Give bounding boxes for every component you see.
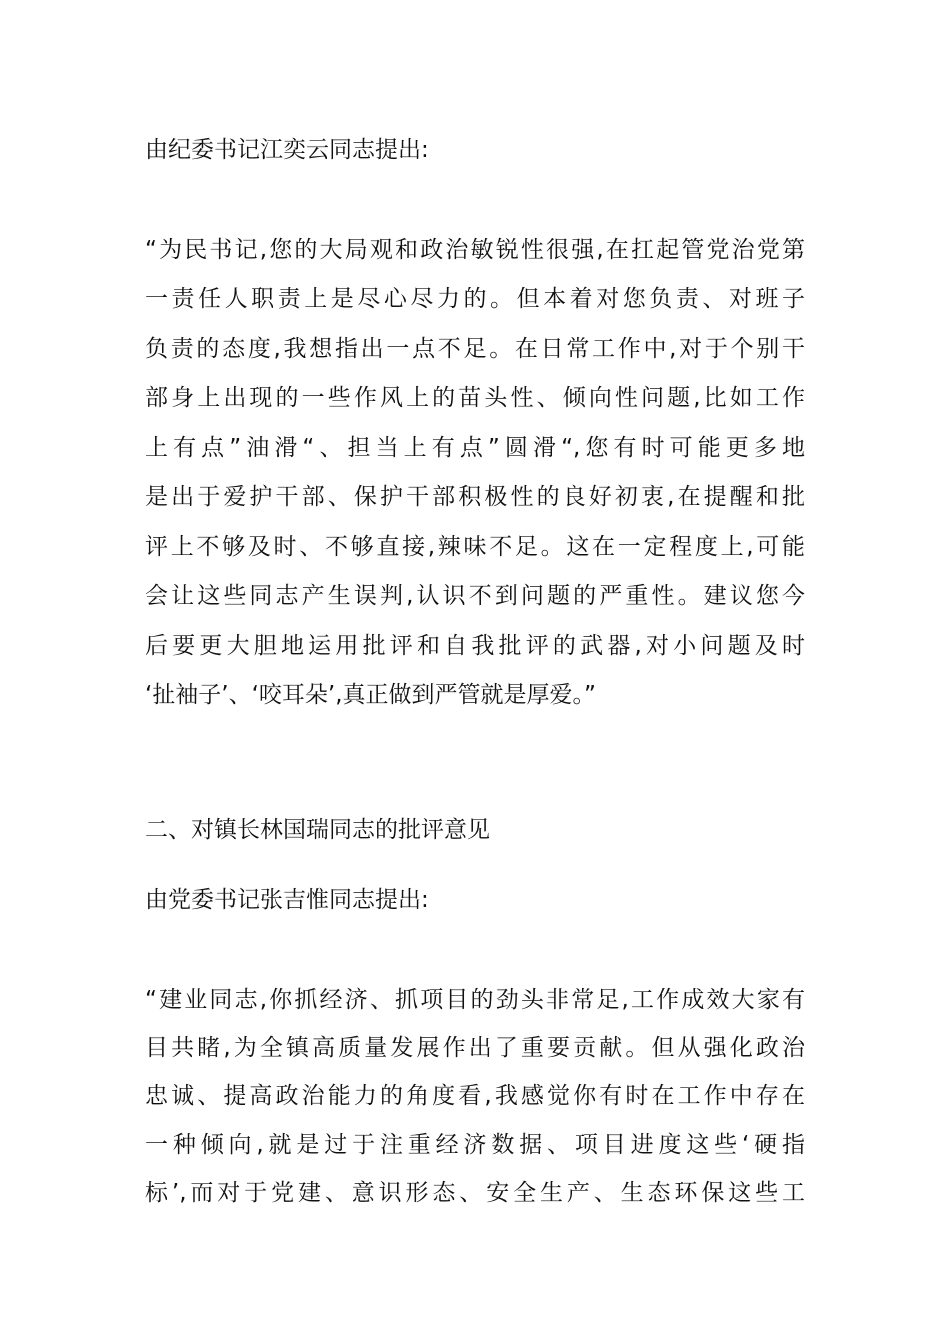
quote-line: 忠诚、提高政治能力的角度看,我感觉你有时在工作中存在 [145,1083,805,1109]
quote-line: 一责任人职责上是尽心尽力的。但本着对您负责、对班子 [145,286,805,312]
quote-line: 标’,而对于党建、意识形态、安全生产、生态环保这些工 [145,1180,805,1206]
quote-line: “为民书记,您的大局观和政治敏锐性很强,在扛起管党治党第 [145,237,805,263]
quote-line: 目共睹,为全镇高质量发展作出了重要贡献。但从强化政治 [145,1035,805,1061]
quote-line: “建业同志,你抓经济、抓项目的劲头非常足,工作成效大家有 [145,987,805,1013]
quote-line: 评上不够及时、不够直接,辣味不足。这在一定程度上,可能 [145,534,805,560]
attribution-jiang: 由纪委书记江奕云同志提出: [145,137,429,163]
quote-line: 会让这些同志产生误判,认识不到问题的严重性。建议您今 [145,583,805,609]
quote-line: 后要更大胆地运用批评和自我批评的武器,对小问题及时 [145,633,805,659]
section-heading: 二、对镇长林国瑞同志的批评意见 [145,817,490,843]
quote-line: 是出于爱护干部、保护干部积极性的良好初衷,在提醒和批 [145,484,805,510]
quote-line: ‘扯袖子’、‘咬耳朵’,真正做到严管就是厚爱。” [145,682,596,708]
quote-line: 部身上出现的一些作风上的苗头性、倾向性问题,比如工作 [145,385,805,411]
attribution-zhang: 由党委书记张吉惟同志提出: [145,887,429,913]
quote-line: 上有点”油滑“、担当上有点”圆滑“,您有时可能更多地 [145,435,805,461]
quote-line: 一种倾向,就是过于注重经济数据、项目进度这些‘硬指 [145,1132,805,1158]
quote-line: 负责的态度,我想指出一点不足。在日常工作中,对于个别干 [145,336,805,362]
